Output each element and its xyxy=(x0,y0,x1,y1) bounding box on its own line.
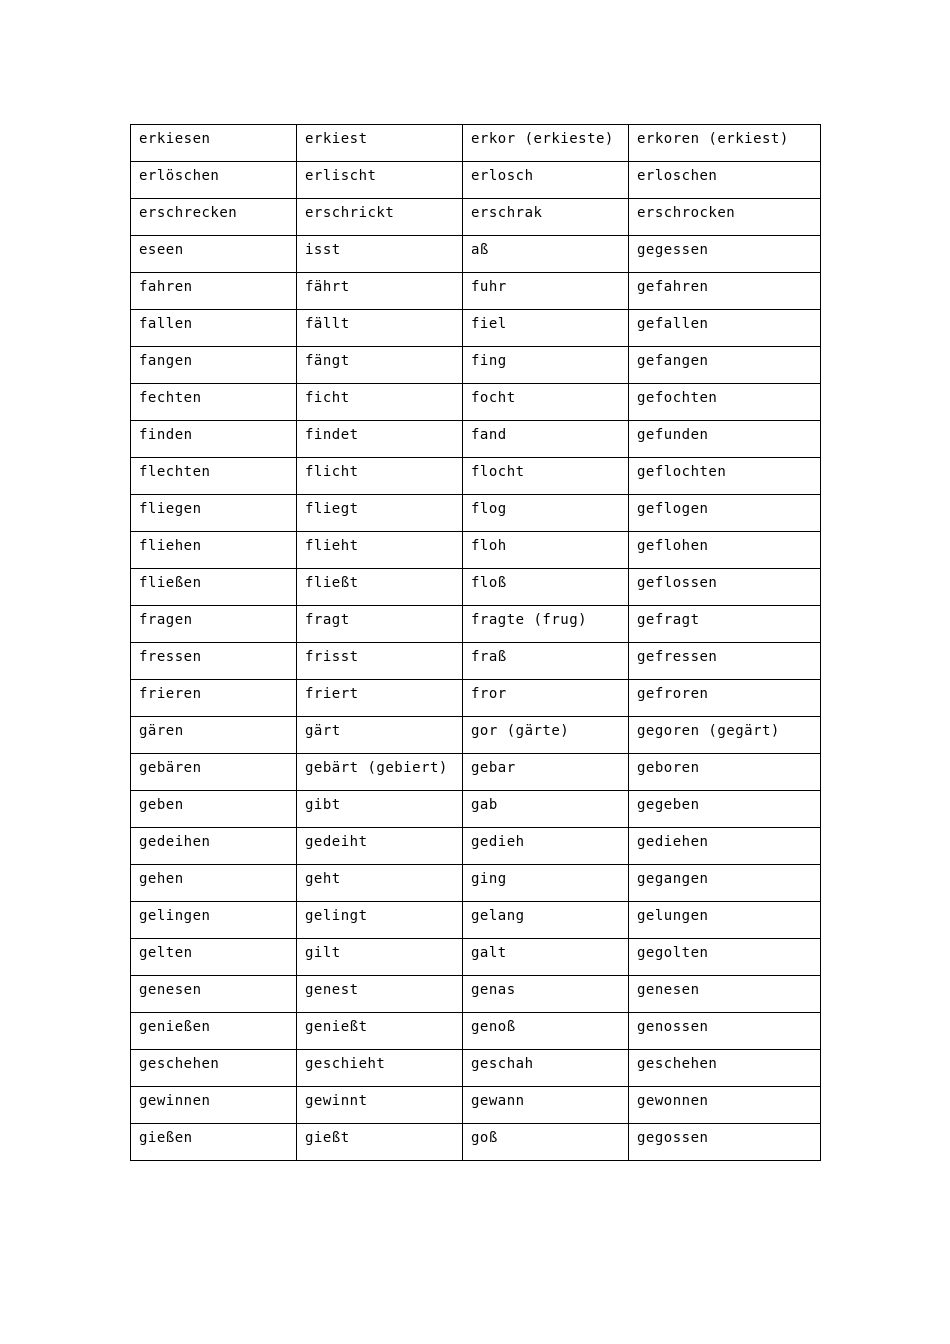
table-row xyxy=(131,606,821,643)
present-3rd-person-cell xyxy=(297,347,463,384)
cell-text: geschah xyxy=(471,1056,534,1072)
preterite-cell xyxy=(463,1050,629,1087)
past-participle-cell xyxy=(629,569,821,606)
cell-text: erlosch xyxy=(471,168,534,184)
cell-text: genießen xyxy=(139,1019,211,1035)
cell-text: genießt xyxy=(305,1019,368,1035)
past-participle-cell xyxy=(629,347,821,384)
present-3rd-person-cell xyxy=(297,1013,463,1050)
cell-text: erkoren (erkiest) xyxy=(637,131,789,147)
present-3rd-person-cell xyxy=(297,791,463,828)
preterite-cell xyxy=(463,606,629,643)
infinitive-cell xyxy=(131,495,297,532)
infinitive-cell xyxy=(131,384,297,421)
cell-text: gebären xyxy=(139,760,202,776)
infinitive-cell xyxy=(131,717,297,754)
infinitive-cell xyxy=(131,754,297,791)
table-row xyxy=(131,791,821,828)
cell-text: fliegen xyxy=(139,501,202,517)
cell-text: gelten xyxy=(139,945,193,961)
cell-text: geben xyxy=(139,797,184,813)
preterite-cell xyxy=(463,458,629,495)
present-3rd-person-cell xyxy=(297,976,463,1013)
cell-text: erloschen xyxy=(637,168,718,184)
infinitive-cell xyxy=(131,273,297,310)
infinitive-cell xyxy=(131,680,297,717)
present-3rd-person-cell xyxy=(297,1124,463,1161)
preterite-cell xyxy=(463,347,629,384)
table-row xyxy=(131,643,821,680)
cell-text: gediehen xyxy=(637,834,709,850)
cell-text: gären xyxy=(139,723,184,739)
cell-text: erlöschen xyxy=(139,168,220,184)
past-participle-cell xyxy=(629,1087,821,1124)
cell-text: gab xyxy=(471,797,498,813)
present-3rd-person-cell xyxy=(297,643,463,680)
past-participle-cell xyxy=(629,939,821,976)
cell-text: gelingen xyxy=(139,908,211,924)
cell-text: geht xyxy=(305,871,341,887)
cell-text: fliehen xyxy=(139,538,202,554)
table-row xyxy=(131,939,821,976)
preterite-cell xyxy=(463,1124,629,1161)
cell-text: fliegt xyxy=(305,501,359,517)
present-3rd-person-cell xyxy=(297,495,463,532)
cell-text: fuhr xyxy=(471,279,507,295)
cell-text: fragen xyxy=(139,612,193,628)
cell-text: gewinnt xyxy=(305,1093,368,1109)
cell-text: gefangen xyxy=(637,353,709,369)
infinitive-cell xyxy=(131,606,297,643)
preterite-cell xyxy=(463,643,629,680)
infinitive-cell xyxy=(131,1124,297,1161)
table-row xyxy=(131,1050,821,1087)
table-row xyxy=(131,236,821,273)
cell-text: genas xyxy=(471,982,516,998)
cell-text: genossen xyxy=(637,1019,709,1035)
preterite-cell xyxy=(463,162,629,199)
preterite-cell xyxy=(463,791,629,828)
past-participle-cell xyxy=(629,236,821,273)
past-participle-cell xyxy=(629,532,821,569)
present-3rd-person-cell xyxy=(297,384,463,421)
cell-text: fahren xyxy=(139,279,193,295)
cell-text: gefallen xyxy=(637,316,709,332)
cell-text: genesen xyxy=(637,982,700,998)
cell-text: finden xyxy=(139,427,193,443)
past-participle-cell xyxy=(629,865,821,902)
cell-text: gelang xyxy=(471,908,525,924)
cell-text: fragt xyxy=(305,612,350,628)
past-participle-cell xyxy=(629,273,821,310)
table-row xyxy=(131,865,821,902)
present-3rd-person-cell xyxy=(297,828,463,865)
cell-text: gewonnen xyxy=(637,1093,709,1109)
cell-text: gefochten xyxy=(637,390,718,406)
cell-text: erlischt xyxy=(305,168,377,184)
cell-text: gefragt xyxy=(637,612,700,628)
present-3rd-person-cell xyxy=(297,717,463,754)
table-row xyxy=(131,754,821,791)
preterite-cell xyxy=(463,1013,629,1050)
past-participle-cell xyxy=(629,421,821,458)
preterite-cell xyxy=(463,717,629,754)
cell-text: gegoren (gegärt) xyxy=(637,723,780,739)
past-participle-cell xyxy=(629,976,821,1013)
cell-text: isst xyxy=(305,242,341,258)
preterite-cell xyxy=(463,1087,629,1124)
infinitive-cell xyxy=(131,791,297,828)
cell-text: erschrecken xyxy=(139,205,238,221)
table-row xyxy=(131,199,821,236)
cell-text: gibt xyxy=(305,797,341,813)
cell-text: gefressen xyxy=(637,649,718,665)
cell-text: ficht xyxy=(305,390,350,406)
infinitive-cell xyxy=(131,939,297,976)
cell-text: fressen xyxy=(139,649,202,665)
cell-text: gedieh xyxy=(471,834,525,850)
preterite-cell xyxy=(463,495,629,532)
infinitive-cell xyxy=(131,1050,297,1087)
infinitive-cell xyxy=(131,199,297,236)
table-row xyxy=(131,162,821,199)
infinitive-cell xyxy=(131,236,297,273)
infinitive-cell xyxy=(131,976,297,1013)
present-3rd-person-cell xyxy=(297,754,463,791)
cell-text: gor (gärte) xyxy=(471,723,570,739)
cell-text: gewann xyxy=(471,1093,525,1109)
present-3rd-person-cell xyxy=(297,310,463,347)
infinitive-cell xyxy=(131,310,297,347)
cell-text: fällt xyxy=(305,316,350,332)
infinitive-cell xyxy=(131,347,297,384)
table-row xyxy=(131,1013,821,1050)
past-participle-cell xyxy=(629,1050,821,1087)
verb-table-body xyxy=(131,125,821,1161)
past-participle-cell xyxy=(629,828,821,865)
cell-text: gefroren xyxy=(637,686,709,702)
table-row xyxy=(131,717,821,754)
table-row xyxy=(131,976,821,1013)
cell-text: gefahren xyxy=(637,279,709,295)
past-participle-cell xyxy=(629,680,821,717)
cell-text: fließen xyxy=(139,575,202,591)
infinitive-cell xyxy=(131,1013,297,1050)
table-row xyxy=(131,273,821,310)
cell-text: fror xyxy=(471,686,507,702)
preterite-cell xyxy=(463,236,629,273)
cell-text: erkiesen xyxy=(139,131,211,147)
cell-text: gewinnen xyxy=(139,1093,211,1109)
cell-text: floß xyxy=(471,575,507,591)
table-row xyxy=(131,384,821,421)
past-participle-cell xyxy=(629,162,821,199)
cell-text: erschrickt xyxy=(305,205,395,221)
cell-text: fing xyxy=(471,353,507,369)
cell-text: geboren xyxy=(637,760,700,776)
present-3rd-person-cell xyxy=(297,939,463,976)
cell-text: findet xyxy=(305,427,359,443)
past-participle-cell xyxy=(629,1124,821,1161)
cell-text: genoß xyxy=(471,1019,516,1035)
cell-text: fraß xyxy=(471,649,507,665)
cell-text: gegolten xyxy=(637,945,709,961)
present-3rd-person-cell xyxy=(297,162,463,199)
cell-text: geschieht xyxy=(305,1056,386,1072)
present-3rd-person-cell xyxy=(297,125,463,162)
table-row xyxy=(131,532,821,569)
preterite-cell xyxy=(463,421,629,458)
cell-text: erschrocken xyxy=(637,205,736,221)
cell-text: gießen xyxy=(139,1130,193,1146)
infinitive-cell xyxy=(131,532,297,569)
past-participle-cell xyxy=(629,458,821,495)
preterite-cell xyxy=(463,865,629,902)
present-3rd-person-cell xyxy=(297,199,463,236)
preterite-cell xyxy=(463,199,629,236)
table-row xyxy=(131,1124,821,1161)
preterite-cell xyxy=(463,939,629,976)
preterite-cell xyxy=(463,754,629,791)
infinitive-cell xyxy=(131,458,297,495)
table-row xyxy=(131,421,821,458)
present-3rd-person-cell xyxy=(297,458,463,495)
table-row xyxy=(131,680,821,717)
cell-text: gefunden xyxy=(637,427,709,443)
table-row xyxy=(131,125,821,162)
preterite-cell xyxy=(463,310,629,347)
cell-text: gedeiht xyxy=(305,834,368,850)
past-participle-cell xyxy=(629,199,821,236)
cell-text: gegessen xyxy=(637,242,709,258)
cell-text: fährt xyxy=(305,279,350,295)
table-row xyxy=(131,1087,821,1124)
preterite-cell xyxy=(463,125,629,162)
infinitive-cell xyxy=(131,569,297,606)
present-3rd-person-cell xyxy=(297,865,463,902)
cell-text: fangen xyxy=(139,353,193,369)
present-3rd-person-cell xyxy=(297,680,463,717)
cell-text: erschrak xyxy=(471,205,543,221)
preterite-cell xyxy=(463,273,629,310)
preterite-cell xyxy=(463,532,629,569)
cell-text: erkor (erkieste) xyxy=(471,131,614,147)
cell-text: frieren xyxy=(139,686,202,702)
cell-text: geschehen xyxy=(139,1056,220,1072)
cell-text: gegangen xyxy=(637,871,709,887)
cell-text: geflohen xyxy=(637,538,709,554)
cell-text: flieht xyxy=(305,538,359,554)
present-3rd-person-cell xyxy=(297,532,463,569)
infinitive-cell xyxy=(131,1087,297,1124)
cell-text: gelungen xyxy=(637,908,709,924)
cell-text: fand xyxy=(471,427,507,443)
cell-text: genest xyxy=(305,982,359,998)
present-3rd-person-cell xyxy=(297,236,463,273)
infinitive-cell xyxy=(131,902,297,939)
present-3rd-person-cell xyxy=(297,569,463,606)
preterite-cell xyxy=(463,976,629,1013)
cell-text: geflochten xyxy=(637,464,727,480)
cell-text: gehen xyxy=(139,871,184,887)
preterite-cell xyxy=(463,569,629,606)
cell-text: flicht xyxy=(305,464,359,480)
present-3rd-person-cell xyxy=(297,606,463,643)
past-participle-cell xyxy=(629,606,821,643)
cell-text: flog xyxy=(471,501,507,517)
cell-text: fängt xyxy=(305,353,350,369)
table-row xyxy=(131,902,821,939)
cell-text: geflogen xyxy=(637,501,709,517)
table-row xyxy=(131,495,821,532)
past-participle-cell xyxy=(629,125,821,162)
table-row xyxy=(131,347,821,384)
cell-text: galt xyxy=(471,945,507,961)
cell-text: aß xyxy=(471,242,489,258)
infinitive-cell xyxy=(131,162,297,199)
past-participle-cell xyxy=(629,902,821,939)
cell-text: friert xyxy=(305,686,359,702)
cell-text: fallen xyxy=(139,316,193,332)
cell-text: gegossen xyxy=(637,1130,709,1146)
past-participle-cell xyxy=(629,717,821,754)
cell-text: gärt xyxy=(305,723,341,739)
cell-text: fragte (frug) xyxy=(471,612,588,628)
table-row xyxy=(131,310,821,347)
cell-text: fließt xyxy=(305,575,359,591)
preterite-cell xyxy=(463,384,629,421)
cell-text: geschehen xyxy=(637,1056,718,1072)
cell-text: floh xyxy=(471,538,507,554)
cell-text: flechten xyxy=(139,464,211,480)
cell-text: gegeben xyxy=(637,797,700,813)
infinitive-cell xyxy=(131,865,297,902)
present-3rd-person-cell xyxy=(297,1087,463,1124)
preterite-cell xyxy=(463,902,629,939)
cell-text: frisst xyxy=(305,649,359,665)
cell-text: fechten xyxy=(139,390,202,406)
cell-text: eseen xyxy=(139,242,184,258)
infinitive-cell xyxy=(131,421,297,458)
infinitive-cell xyxy=(131,828,297,865)
past-participle-cell xyxy=(629,495,821,532)
cell-text: genesen xyxy=(139,982,202,998)
cell-text: focht xyxy=(471,390,516,406)
cell-text: gießt xyxy=(305,1130,350,1146)
cell-text: gebärt (gebiert) xyxy=(305,760,448,776)
cell-text: goß xyxy=(471,1130,498,1146)
present-3rd-person-cell xyxy=(297,421,463,458)
cell-text: fiel xyxy=(471,316,507,332)
cell-text: gilt xyxy=(305,945,341,961)
verb-conjugation-table xyxy=(130,124,821,1161)
cell-text: gedeihen xyxy=(139,834,211,850)
past-participle-cell xyxy=(629,384,821,421)
table-row xyxy=(131,458,821,495)
table-row xyxy=(131,828,821,865)
past-participle-cell xyxy=(629,310,821,347)
infinitive-cell xyxy=(131,125,297,162)
present-3rd-person-cell xyxy=(297,273,463,310)
cell-text: geflossen xyxy=(637,575,718,591)
past-participle-cell xyxy=(629,791,821,828)
cell-text: gebar xyxy=(471,760,516,776)
cell-text: erkiest xyxy=(305,131,368,147)
past-participle-cell xyxy=(629,754,821,791)
past-participle-cell xyxy=(629,1013,821,1050)
cell-text: flocht xyxy=(471,464,525,480)
present-3rd-person-cell xyxy=(297,1050,463,1087)
table-row xyxy=(131,569,821,606)
preterite-cell xyxy=(463,828,629,865)
infinitive-cell xyxy=(131,643,297,680)
preterite-cell xyxy=(463,680,629,717)
present-3rd-person-cell xyxy=(297,902,463,939)
past-participle-cell xyxy=(629,643,821,680)
cell-text: gelingt xyxy=(305,908,368,924)
cell-text: ging xyxy=(471,871,507,887)
